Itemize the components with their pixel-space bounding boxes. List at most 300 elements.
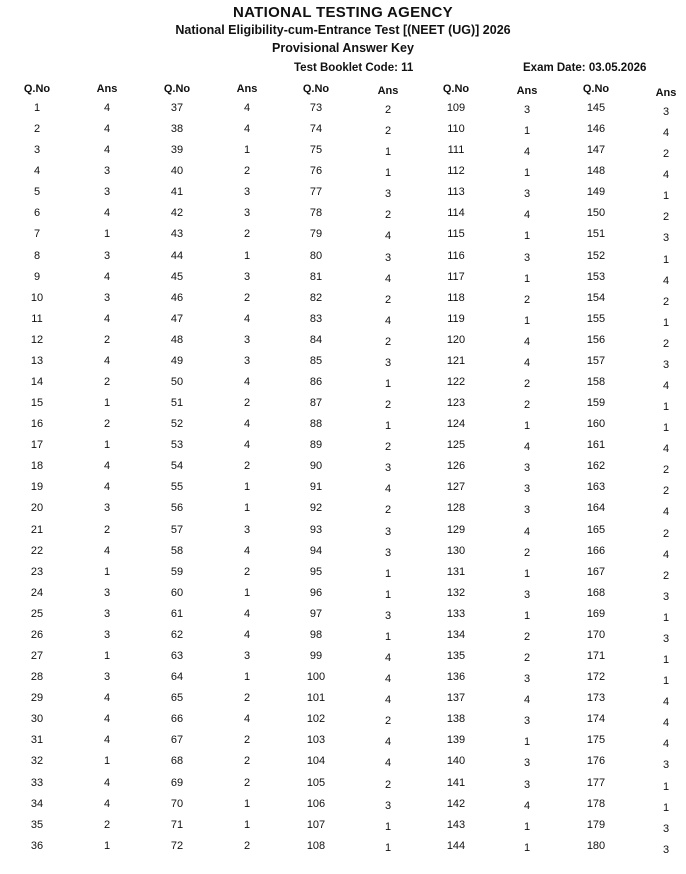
answer-value: 3	[523, 673, 531, 686]
question-number: 117	[447, 270, 465, 283]
answer-value: 2	[243, 839, 251, 852]
question-number: 22	[30, 544, 44, 557]
question-number: 55	[170, 481, 184, 494]
answer-value: 1	[103, 839, 111, 852]
question-number: 100	[306, 671, 326, 684]
answer-value: 3	[523, 588, 531, 601]
question-number: 168	[586, 586, 606, 599]
question-number: 7	[33, 228, 41, 241]
question-number: 37	[170, 102, 184, 114]
qno-header: Q.No	[302, 83, 330, 95]
question-number: 126	[446, 460, 466, 473]
answer-value: 4	[384, 694, 392, 707]
question-number: 21	[30, 523, 44, 536]
question-number: 27	[30, 650, 44, 663]
question-number: 36	[30, 839, 44, 852]
question-number: 13	[30, 354, 44, 367]
answer-value: 4	[103, 544, 111, 557]
answer-value: 2	[384, 335, 392, 348]
answer-value: 2	[243, 397, 251, 410]
answer-header: Ans	[377, 85, 399, 97]
question-number: 80	[309, 249, 323, 262]
question-number: 123	[446, 397, 466, 410]
question-number: 83	[309, 312, 323, 325]
answer-value: 2	[103, 333, 111, 346]
question-number: 166	[586, 544, 606, 557]
question-number: 51	[170, 397, 184, 410]
answer-value: 4	[523, 694, 531, 707]
question-number: 42	[170, 207, 184, 220]
answer-value: 4	[662, 274, 670, 287]
answer-value: 4	[243, 418, 251, 431]
answer-value: 4	[243, 607, 251, 620]
question-number: 134	[446, 628, 466, 641]
answer-value: 4	[103, 207, 111, 220]
answer-value: 4	[384, 272, 392, 285]
answer-value: 1	[243, 671, 251, 684]
answer-value: 1	[523, 609, 531, 622]
answer-value: 3	[243, 523, 251, 536]
answer-value: 2	[662, 295, 670, 308]
answer-value: 2	[523, 630, 531, 643]
question-number: 56	[170, 502, 184, 515]
answer-value: 2	[523, 378, 531, 391]
question-number: 142	[446, 797, 466, 810]
question-number: 173	[586, 692, 606, 705]
question-number: 125	[446, 439, 466, 452]
question-number: 106	[306, 797, 326, 810]
question-number: 41	[170, 186, 184, 199]
question-number: 160	[586, 418, 606, 431]
answer-value: 1	[662, 654, 670, 667]
question-number: 104	[306, 755, 326, 768]
answer-value: 2	[662, 527, 670, 540]
answer-value: 3	[243, 270, 251, 283]
answer-value: 4	[523, 525, 531, 538]
question-number: 46	[170, 291, 184, 304]
answer-value: 2	[384, 104, 392, 116]
question-number: 17	[30, 439, 44, 452]
answer-value: 3	[103, 628, 111, 641]
answer-value: 4	[662, 127, 670, 140]
question-number: 171	[586, 650, 606, 663]
question-number: 162	[586, 460, 606, 473]
question-number: 59	[170, 565, 184, 578]
question-number: 161	[586, 439, 606, 452]
question-number: 90	[309, 460, 323, 473]
question-number: 169	[586, 607, 606, 620]
agency-title: NATIONAL TESTING AGENCY	[233, 4, 453, 21]
answer-value: 4	[243, 123, 251, 136]
answer-value: 3	[662, 358, 670, 371]
answer-value: 4	[103, 270, 111, 283]
question-number: 129	[446, 523, 466, 536]
answer-column	[218, 80, 276, 857]
answer-value: 3	[243, 333, 251, 346]
answer-value: 1	[103, 565, 111, 578]
question-number: 33	[30, 776, 44, 789]
question-number: 180	[586, 839, 606, 852]
question-number: 177	[586, 776, 606, 789]
question-number: 107	[306, 818, 326, 831]
answer-value: 2	[662, 211, 670, 224]
answer-value: 1	[523, 420, 531, 433]
question-number: 109	[446, 102, 466, 114]
answer-value: 4	[103, 481, 111, 494]
answer-value: 1	[243, 818, 251, 831]
answer-value: 1	[662, 422, 670, 435]
qno-header: Q.No	[23, 83, 51, 95]
answer-value: 4	[243, 102, 251, 114]
question-number: 101	[306, 692, 326, 705]
question-number: 93	[309, 523, 323, 536]
question-number: 124	[446, 418, 466, 431]
question-number: 70	[170, 797, 184, 810]
question-number: 167	[586, 565, 606, 578]
question-number: 151	[586, 228, 606, 241]
answer-value: 1	[384, 420, 392, 433]
question-number: 75	[309, 144, 323, 157]
question-number: 137	[446, 692, 466, 705]
answer-value: 4	[523, 209, 531, 222]
question-number: 94	[309, 544, 323, 557]
answer-value: 1	[523, 167, 531, 180]
answer-value: 4	[103, 460, 111, 473]
answer-value: 4	[384, 757, 392, 770]
answer-value: 2	[243, 755, 251, 768]
answer-value: 2	[243, 291, 251, 304]
question-number: 49	[170, 354, 184, 367]
question-number: 163	[586, 481, 606, 494]
question-number: 89	[309, 439, 323, 452]
answer-value: 4	[243, 628, 251, 641]
answer-value: 2	[243, 165, 251, 178]
qno-column	[427, 80, 485, 857]
answer-value: 2	[523, 652, 531, 665]
question-number: 136	[446, 671, 466, 684]
question-number: 141	[446, 776, 466, 789]
question-number: 146	[586, 123, 606, 136]
question-number: 9	[33, 270, 41, 283]
answer-value: 3	[523, 104, 531, 116]
question-number: 20	[30, 502, 44, 515]
question-number: 148	[586, 165, 606, 178]
answer-value: 3	[662, 632, 670, 645]
answer-value: 4	[103, 776, 111, 789]
question-number: 135	[446, 650, 466, 663]
answer-value: 2	[243, 228, 251, 241]
question-number: 138	[446, 713, 466, 726]
question-number: 14	[30, 376, 44, 389]
answer-value: 3	[384, 799, 392, 812]
answer-value: 1	[384, 820, 392, 833]
question-number: 2	[33, 123, 41, 136]
answer-column	[78, 80, 136, 857]
answer-value: 3	[662, 590, 670, 603]
answer-value: 3	[662, 843, 670, 856]
answer-value: 4	[384, 314, 392, 327]
answer-value: 1	[662, 801, 670, 814]
question-number: 102	[306, 713, 326, 726]
question-number: 63	[170, 650, 184, 663]
question-number: 35	[30, 818, 44, 831]
answer-value: 2	[662, 337, 670, 350]
answer-value: 3	[103, 586, 111, 599]
answer-value: 3	[523, 188, 531, 201]
question-number: 57	[170, 523, 184, 536]
answer-value: 2	[384, 293, 392, 306]
answer-value: 4	[103, 123, 111, 136]
question-number: 38	[170, 123, 184, 136]
question-number: 92	[309, 502, 323, 515]
question-number: 30	[30, 713, 44, 726]
question-number: 79	[309, 228, 323, 241]
question-number: 44	[170, 249, 184, 262]
question-number: 32	[30, 755, 44, 768]
answer-value: 2	[384, 778, 392, 791]
answer-value: 2	[662, 485, 670, 498]
question-number: 61	[170, 607, 184, 620]
question-number: 39	[170, 144, 184, 157]
question-number: 154	[586, 291, 606, 304]
answer-value: 1	[103, 755, 111, 768]
question-number: 111	[447, 144, 465, 157]
answer-value: 4	[662, 548, 670, 561]
question-number: 52	[170, 418, 184, 431]
answer-header: Ans	[96, 83, 118, 95]
answer-value: 1	[103, 439, 111, 452]
answer-value: 3	[103, 291, 111, 304]
answer-value: 1	[662, 675, 670, 688]
question-number: 152	[586, 249, 606, 262]
answer-value: 3	[103, 671, 111, 684]
question-number: 12	[30, 333, 44, 346]
answer-value: 4	[662, 443, 670, 456]
question-number: 153	[586, 270, 606, 283]
answer-value: 4	[103, 734, 111, 747]
answer-value: 2	[662, 148, 670, 161]
question-number: 64	[170, 671, 184, 684]
document-title: Provisional Answer Key	[272, 41, 414, 55]
question-number: 114	[447, 207, 465, 220]
question-number: 25	[30, 607, 44, 620]
answer-value: 3	[103, 165, 111, 178]
question-number: 131	[446, 565, 466, 578]
answer-value: 1	[243, 249, 251, 262]
answer-value: 4	[662, 169, 670, 182]
answer-value: 2	[243, 460, 251, 473]
question-number: 45	[170, 270, 184, 283]
answer-value: 2	[384, 504, 392, 517]
answer-value: 1	[243, 481, 251, 494]
question-number: 97	[309, 607, 323, 620]
answer-value: 4	[384, 673, 392, 686]
answer-value: 3	[523, 462, 531, 475]
answer-value: 1	[523, 125, 531, 138]
answer-value: 2	[243, 776, 251, 789]
answer-value: 2	[523, 399, 531, 412]
question-number: 40	[170, 165, 184, 178]
answer-value: 1	[384, 630, 392, 643]
answer-value: 1	[103, 228, 111, 241]
question-number: 54	[170, 460, 184, 473]
question-number: 5	[33, 186, 41, 199]
answer-value: 4	[384, 652, 392, 665]
question-number: 127	[446, 481, 466, 494]
question-number: 8	[33, 249, 41, 262]
answer-column	[498, 82, 556, 859]
question-number: 84	[309, 333, 323, 346]
exam-title: National Eligibility-cum-Entrance Test [(NEET (UG)] 2026	[175, 23, 511, 37]
question-number: 98	[309, 628, 323, 641]
answer-value: 4	[103, 312, 111, 325]
answer-value: 3	[243, 207, 251, 220]
question-number: 170	[586, 628, 606, 641]
answer-value: 4	[243, 544, 251, 557]
answer-value: 2	[662, 464, 670, 477]
question-number: 31	[30, 734, 44, 747]
answer-value: 1	[384, 841, 392, 854]
answer-value: 1	[384, 146, 392, 159]
answer-value: 4	[662, 380, 670, 393]
question-number: 65	[170, 692, 184, 705]
question-number: 159	[586, 397, 606, 410]
answer-value: 4	[103, 713, 111, 726]
answer-value: 4	[523, 335, 531, 348]
answer-value: 4	[384, 230, 392, 243]
answer-value: 1	[523, 820, 531, 833]
answer-column	[359, 82, 417, 859]
question-number: 158	[586, 376, 606, 389]
question-number: 28	[30, 671, 44, 684]
question-number: 66	[170, 713, 184, 726]
answer-header: Ans	[236, 83, 258, 95]
answer-value: 3	[384, 546, 392, 559]
answer-value: 2	[523, 293, 531, 306]
question-number: 73	[309, 102, 323, 114]
answer-value: 2	[384, 209, 392, 222]
answer-value: 2	[384, 125, 392, 138]
answer-value: 4	[523, 146, 531, 159]
answer-value: 3	[243, 650, 251, 663]
question-number: 133	[446, 607, 466, 620]
answer-value: 3	[103, 249, 111, 262]
answer-value: 2	[384, 399, 392, 412]
answer-value: 2	[103, 523, 111, 536]
question-number: 176	[586, 755, 606, 768]
answer-value: 4	[662, 506, 670, 519]
question-number: 67	[170, 734, 184, 747]
question-number: 18	[30, 460, 44, 473]
answer-value: 2	[523, 546, 531, 559]
question-number: 72	[170, 839, 184, 852]
question-number: 24	[30, 586, 44, 599]
answer-value: 4	[384, 483, 392, 496]
question-number: 115	[447, 228, 465, 241]
answer-value: 3	[103, 186, 111, 199]
question-number: 139	[446, 734, 466, 747]
question-number: 34	[30, 797, 44, 810]
question-number: 155	[586, 312, 606, 325]
question-number: 143	[446, 818, 466, 831]
answer-value: 4	[243, 376, 251, 389]
answer-header: Ans	[516, 85, 538, 97]
question-number: 50	[170, 376, 184, 389]
answer-value: 1	[523, 314, 531, 327]
answer-value: 1	[384, 167, 392, 180]
question-number: 121	[446, 354, 466, 367]
question-number: 74	[309, 123, 323, 136]
answer-value: 1	[384, 567, 392, 580]
question-number: 118	[447, 291, 465, 304]
question-number: 112	[447, 165, 465, 178]
question-number: 68	[170, 755, 184, 768]
answer-value: 3	[384, 356, 392, 369]
question-number: 95	[309, 565, 323, 578]
answer-value: 2	[103, 376, 111, 389]
answer-value: 4	[243, 312, 251, 325]
answer-value: 1	[523, 567, 531, 580]
qno-header: Q.No	[582, 83, 610, 95]
answer-value: 3	[523, 483, 531, 496]
answer-value: 1	[384, 588, 392, 601]
answer-value: 3	[103, 502, 111, 515]
answer-value: 4	[662, 717, 670, 730]
question-number: 99	[309, 650, 323, 663]
answer-header: Ans	[655, 87, 677, 99]
qno-column	[148, 80, 206, 857]
question-number: 157	[586, 354, 606, 367]
qno-column	[567, 80, 625, 857]
question-number: 149	[586, 186, 606, 199]
question-number: 10	[30, 291, 44, 304]
question-number: 120	[446, 333, 466, 346]
question-number: 179	[586, 818, 606, 831]
question-number: 26	[30, 628, 44, 641]
question-number: 62	[170, 628, 184, 641]
question-number: 71	[170, 818, 184, 831]
answer-value: 2	[103, 818, 111, 831]
question-number: 60	[170, 586, 184, 599]
answer-value: 1	[103, 397, 111, 410]
question-number: 156	[586, 333, 606, 346]
question-number: 76	[309, 165, 323, 178]
answer-value: 4	[103, 797, 111, 810]
answer-value: 2	[384, 441, 392, 454]
question-number: 4	[33, 165, 41, 178]
question-number: 103	[306, 734, 326, 747]
qno-column	[287, 80, 345, 857]
question-number: 15	[30, 397, 44, 410]
answer-value: 3	[523, 715, 531, 728]
question-number: 86	[309, 376, 323, 389]
question-number: 128	[446, 502, 466, 515]
answer-value: 2	[243, 565, 251, 578]
answer-value: 1	[523, 841, 531, 854]
answer-value: 3	[384, 462, 392, 475]
answer-value: 2	[103, 418, 111, 431]
question-number: 81	[309, 270, 323, 283]
answer-value: 3	[662, 232, 670, 245]
question-number: 69	[170, 776, 184, 789]
question-number: 105	[306, 776, 326, 789]
answer-value: 3	[103, 607, 111, 620]
question-number: 174	[586, 713, 606, 726]
answer-value: 4	[523, 799, 531, 812]
question-number: 110	[447, 123, 465, 136]
question-number: 96	[309, 586, 323, 599]
answer-value: 3	[384, 188, 392, 201]
